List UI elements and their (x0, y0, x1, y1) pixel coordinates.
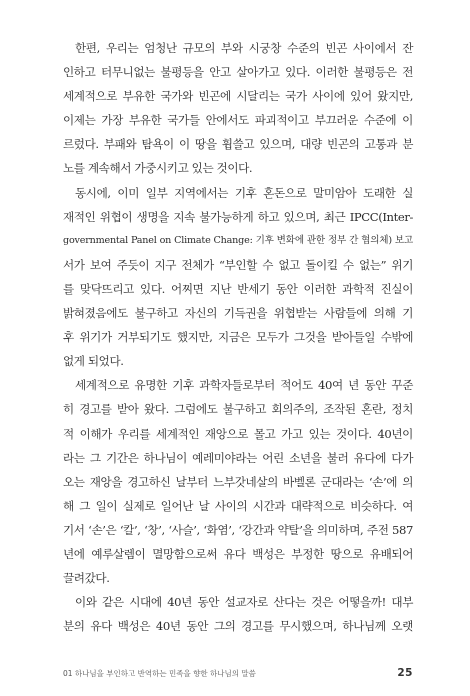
text-line: 없게 되었다. (63, 354, 124, 369)
text-line: 서가 보여 주듯이 지구 전체가 “부인할 수 없고 돌이킬 수 없는” 위기 (63, 257, 413, 272)
text-line: 세계적으로 부유한 국가와 빈곤에 시달리는 국가 사이에 있어 왔지만, (63, 89, 413, 104)
text-line: 기서 ‘손’은 ‘칼’, ‘창’, ‘사슬’, ‘화염’, ‘강간과 약탈’을 의미하며, 주전 587 (63, 522, 413, 537)
text-line: 끌려갔다. (63, 571, 110, 586)
text-line: 동시에, 이미 일부 지역에서는 기후 혼돈으로 말미암아 도래한 실 (75, 185, 413, 200)
text-line: 이제는 가장 부유한 국가들 안에서도 파괴적이고 부끄러운 수준에 이 (63, 113, 413, 128)
text-line: 한편, 우리는 엄청난 규모의 부와 시궁창 수준의 빈곤 사이에서 잔 (75, 41, 413, 55)
text-line: 밝혀졌음에도 불구하고 자신의 기득권을 위협받는 사람들에 의해 기 (63, 306, 413, 321)
running-title: 01 하나님을 부인하고 반역하는 민족을 향한 하나님의 말씀 (63, 668, 256, 678)
text-line: 라는 그 기간은 하나님이 예레미야라는 어린 소년을 불러 유다에 다가 (63, 450, 413, 465)
text-line: 재적인 위협이 생명을 지속 불가능하게 하고 있으며, 최근 IPCC(Inter- (63, 209, 413, 224)
text-line: 인하고 터무니없는 불평등을 안고 살아가고 있다. 이러한 불평등은 전 (63, 65, 413, 80)
text-line: 세계적으로 유명한 기후 과학자들로부터 적어도 40여 년 동안 꾸준 (75, 378, 413, 393)
body-text (63, 36, 413, 638)
text-line: 적 이해가 우리를 세계적인 재앙으로 몰고 가고 있는 것이다. 40년이 (63, 426, 413, 441)
page-footer (63, 667, 413, 679)
text-line: 년에 예루살렘이 멸망함으로써 유다 백성은 부정한 땅으로 유배되어 (63, 546, 413, 561)
text-line: 르렀다. 부패와 탐욕이 이 땅을 휩쓸고 있으며, 대량 빈곤의 고통과 분 (63, 137, 413, 152)
text-line: 를 맞닥뜨리고 있다. 어찌면 지난 반세기 동안 이러한 과학적 진실이 (63, 281, 413, 296)
text-line: 이와 같은 시대에 40년 동안 설교자로 산다는 것은 어떻을까! 대부 (75, 595, 413, 610)
text-line: 후 위기가 거부되기도 했지만, 지금은 모두가 그것을 받아들일 수밖에 (63, 330, 413, 345)
text-line: 분의 유다 백성은 40년 동안 그의 경고를 무시했으며, 하나님께 오랫 (63, 619, 413, 634)
text-line: governmental Panel on Climate Change: 기후 변화에 관한 정부 간 협의체) 보고 (63, 234, 413, 246)
text-line: 오는 재앙을 경고하신 날부터 느부갓네살의 바벨론 군대라는 ‘손’에 의 (63, 474, 413, 489)
text-line: 해 그 일이 실제로 일어난 날 사이의 시간과 대략적으로 비슷하다. 여 (63, 498, 413, 513)
text-line: 노를 계속해서 가중시키고 있는 것이다. (63, 161, 253, 176)
page-number: 25 (397, 667, 413, 679)
text-line: 히 경고를 받아 왔다. 그럼에도 불구하고 회의주의, 조작된 혼란, 정치 (63, 402, 413, 417)
